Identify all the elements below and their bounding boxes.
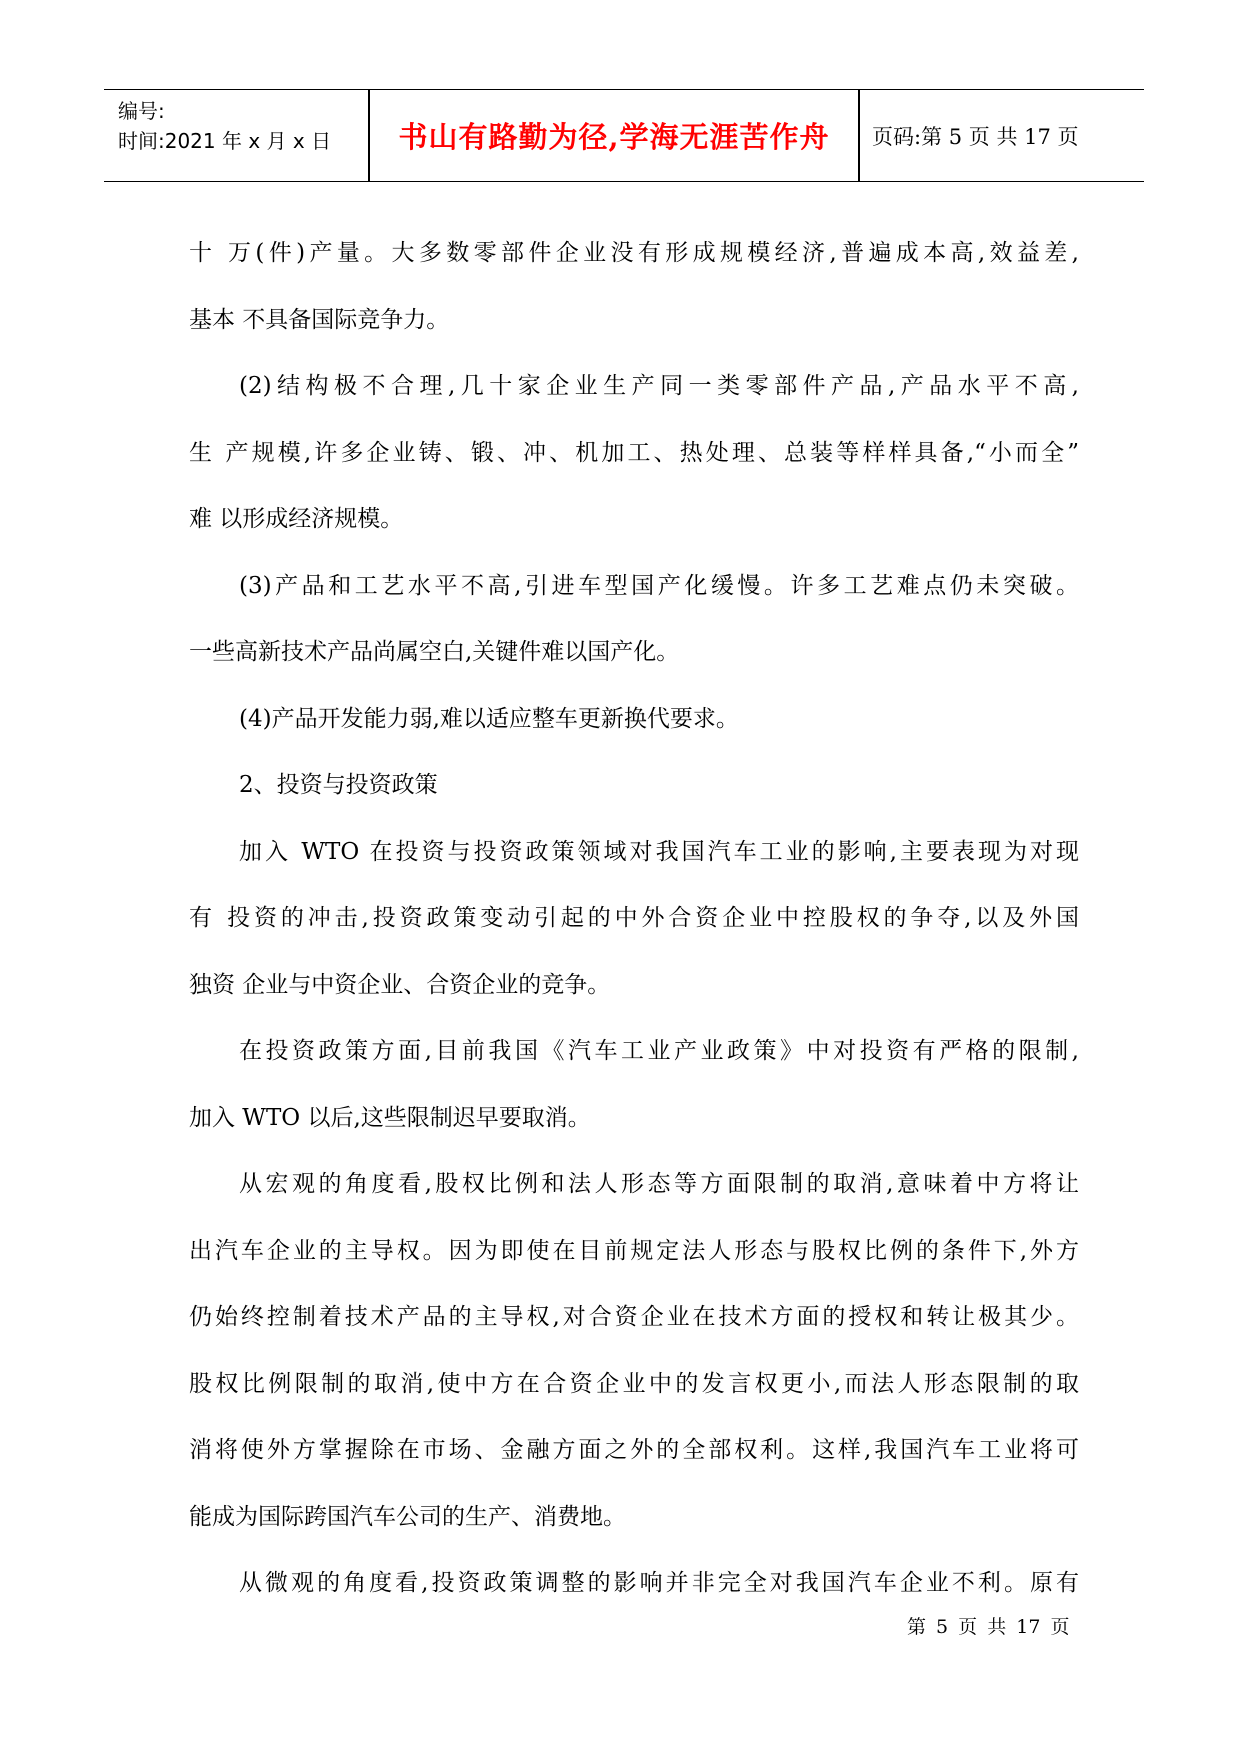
document-time-label: 时间:2021 年 x 月 x 日	[118, 129, 332, 153]
document-number-label: 编号:	[118, 99, 165, 123]
document-body	[189, 220, 1079, 1617]
body-line: (2)结构极不合理,几十家企业生产同一类零部件产品,产品水平不高,	[239, 373, 1079, 399]
body-line: 一些高新技术产品尚属空白,关键件难以国产化。	[189, 639, 680, 665]
body-line: 生 产规模,许多企业铸、锻、冲、机加工、热处理、总装等样样具备,“小而全”	[189, 439, 1079, 466]
body-line: 十 万(件)产量。大多数零部件企业没有形成规模经济,普遍成本高,效益差,	[189, 240, 1079, 266]
header-meta	[118, 96, 368, 156]
body-line: 加入 WTO 以后,这些限制迟早要取消。	[189, 1104, 591, 1131]
body-line: 出汽车企业的主导权。因为即使在目前规定法人形态与股权比例的条件下,外方	[189, 1237, 1079, 1264]
body-line: (3)产品和工艺水平不高,引进车型国产化缓慢。许多工艺难点仍未突破。	[239, 572, 1079, 599]
header-page-number: 页码:第 5 页 共 17 页	[872, 124, 1079, 149]
header-motto: 书山有路勤为径,学海无涯苦作舟	[398, 120, 830, 154]
body-line: (4)产品开发能力弱,难以适应整车更新换代要求。	[239, 705, 739, 732]
body-line: 在投资政策方面,目前我国《汽车工业产业政策》中对投资有严格的限制,	[239, 1038, 1079, 1064]
body-line: 有 投资的冲击,投资政策变动引起的中外合资企业中控股权的争夺,以及外国	[189, 905, 1079, 931]
page-footer: 第 5 页 共 17 页	[907, 1616, 1070, 1638]
body-line: 基本 不具备国际竞争力。	[189, 306, 450, 333]
body-line: 难 以形成经济规模。	[189, 506, 404, 532]
body-line: 仍始终控制着技术产品的主导权,对合资企业在技术方面的授权和转让极其少。	[189, 1304, 1079, 1330]
body-line: 加入 WTO 在投资与投资政策领域对我国汽车工业的影响,主要表现为对现	[239, 838, 1079, 865]
body-line: 从微观的角度看,投资政策调整的影响并非完全对我国汽车企业不利。原有	[239, 1570, 1079, 1596]
body-line: 能成为国际跨国汽车公司的生产、消费地。	[189, 1503, 626, 1530]
header-divider	[858, 90, 860, 181]
body-line: 股权比例限制的取消,使中方在合资企业中的发言权更小,而法人形态限制的取	[189, 1370, 1079, 1397]
page-header	[104, 89, 1144, 182]
body-line: 消将使外方掌握除在市场、金融方面之外的全部权利。这样,我国汽车工业将可	[189, 1437, 1079, 1463]
body-line: 独资 企业与中资企业、合资企业的竞争。	[189, 971, 611, 998]
section-heading: 2、投资与投资政策	[239, 772, 438, 798]
body-line: 从宏观的角度看,股权比例和法人形态等方面限制的取消,意味着中方将让	[239, 1171, 1079, 1197]
